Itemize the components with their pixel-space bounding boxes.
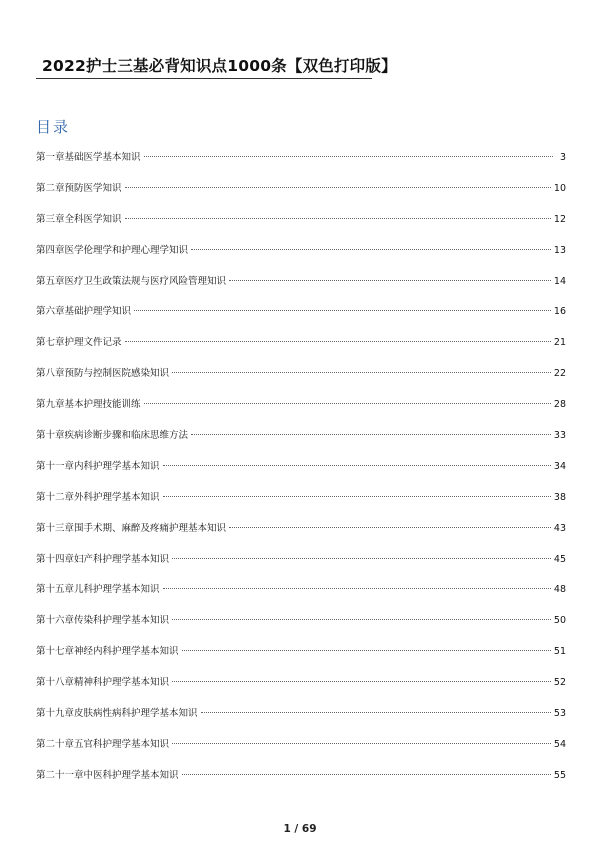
toc-entry[interactable]	[36, 514, 566, 545]
toc-dot-leader	[172, 743, 551, 744]
toc-dot-leader	[172, 619, 551, 620]
toc-entry-page-number: 51	[553, 646, 566, 658]
toc-entry-page-number: 28	[553, 399, 566, 411]
toc-entry-label: 第二章预防医学知识	[36, 182, 122, 194]
toc-entry[interactable]	[36, 730, 566, 761]
toc-entry[interactable]	[36, 359, 566, 390]
toc-entry-label: 第七章护理文件记录	[36, 337, 122, 349]
toc-entry-label: 第十三章围手术期、麻醉及疼痛护理基本知识	[36, 522, 227, 534]
toc-dot-leader	[229, 280, 551, 281]
toc-entry-page-number: 53	[553, 708, 566, 720]
toc-entry[interactable]	[36, 174, 566, 205]
toc-list	[36, 143, 566, 792]
toc-entry-page-number: 55	[553, 769, 566, 781]
toc-heading: 目录	[36, 118, 71, 136]
toc-entry-label: 第六章基础护理学知识	[36, 306, 132, 318]
toc-entry-label: 第十一章内科护理学基本知识	[36, 460, 160, 472]
toc-entry[interactable]	[36, 297, 566, 328]
toc-dot-leader	[134, 310, 551, 311]
toc-dot-leader	[172, 558, 551, 559]
toc-entry-label: 第十六章传染科护理学基本知识	[36, 615, 170, 627]
toc-entry[interactable]	[36, 421, 566, 452]
toc-entry-label: 第十八章精神科护理学基本知识	[36, 677, 170, 689]
toc-dot-leader	[144, 403, 551, 404]
toc-entry-label: 第十七章神经内科护理学基本知识	[36, 646, 179, 658]
toc-entry-label: 第九章基本护理技能训练	[36, 399, 141, 411]
toc-entry-page-number: 38	[553, 491, 566, 503]
toc-entry-label: 第十二章外科护理学基本知识	[36, 491, 160, 503]
toc-entry[interactable]	[36, 205, 566, 236]
toc-entry-label: 第十五章儿科护理学基本知识	[36, 584, 160, 596]
toc-entry-page-number: 21	[553, 337, 566, 349]
toc-entry-page-number: 3	[559, 152, 566, 163]
document-title: 2022护士三基必背知识点1000条【双色打印版】	[42, 57, 397, 75]
toc-dot-leader	[172, 372, 551, 373]
toc-entry-label: 第十章疾病诊断步骤和临床思维方法	[36, 430, 189, 442]
toc-entry-label: 第二十一章中医科护理学基本知识	[36, 769, 179, 781]
toc-dot-leader	[191, 434, 551, 435]
toc-entry-label: 第十九章皮肤病性病科护理学基本知识	[36, 708, 198, 720]
toc-dot-leader	[172, 681, 551, 682]
toc-entry-page-number: 52	[553, 677, 566, 689]
toc-entry[interactable]	[36, 575, 566, 606]
toc-entry[interactable]	[36, 390, 566, 421]
toc-entry[interactable]	[36, 761, 566, 792]
toc-entry[interactable]	[36, 637, 566, 668]
toc-entry-label: 第十四章妇产科护理学基本知识	[36, 553, 170, 565]
toc-entry-label: 第五章医疗卫生政策法规与医疗风险管理知识	[36, 275, 227, 287]
page-indicator: 1 / 69	[283, 823, 317, 835]
toc-dot-leader	[163, 588, 551, 589]
toc-dot-leader	[201, 712, 551, 713]
toc-entry-page-number: 43	[553, 522, 566, 534]
toc-entry[interactable]	[36, 606, 566, 637]
toc-dot-leader	[182, 774, 551, 775]
toc-dot-leader	[229, 527, 551, 528]
toc-dot-leader	[182, 650, 551, 651]
toc-entry[interactable]	[36, 452, 566, 483]
toc-dot-leader	[144, 156, 553, 157]
toc-dot-leader	[163, 496, 551, 497]
toc-dot-leader	[125, 187, 551, 188]
toc-entry[interactable]	[36, 545, 566, 576]
toc-entry-page-number: 45	[553, 553, 566, 565]
toc-entry-page-number: 54	[553, 738, 566, 750]
toc-entry-label: 第三章全科医学知识	[36, 213, 122, 225]
toc-dot-leader	[125, 218, 551, 219]
toc-entry-label: 第一章基础医学基本知识	[36, 152, 141, 163]
toc-entry-page-number: 33	[553, 430, 566, 442]
toc-entry-page-number: 10	[553, 182, 566, 194]
toc-entry-page-number: 34	[553, 460, 566, 472]
toc-entry[interactable]	[36, 267, 566, 298]
toc-entry-page-number: 50	[553, 615, 566, 627]
toc-entry-page-number: 14	[553, 275, 566, 287]
toc-entry[interactable]	[36, 668, 566, 699]
toc-entry[interactable]	[36, 236, 566, 267]
title-underline	[36, 78, 372, 79]
toc-entry[interactable]	[36, 328, 566, 359]
toc-entry-page-number: 12	[553, 213, 566, 225]
toc-dot-leader	[191, 249, 551, 250]
toc-entry-label: 第四章医学伦理学和护理心理学知识	[36, 244, 189, 256]
toc-entry[interactable]	[36, 143, 566, 174]
toc-entry-page-number: 22	[553, 368, 566, 380]
toc-entry-label: 第二十章五官科护理学基本知识	[36, 738, 170, 750]
toc-dot-leader	[163, 465, 551, 466]
toc-dot-leader	[125, 341, 551, 342]
toc-entry-label: 第八章预防与控制医院感染知识	[36, 368, 170, 380]
toc-entry[interactable]	[36, 699, 566, 730]
toc-entry-page-number: 16	[553, 306, 566, 318]
toc-entry-page-number: 13	[553, 244, 566, 256]
toc-entry[interactable]	[36, 483, 566, 514]
toc-entry-page-number: 48	[553, 584, 566, 596]
